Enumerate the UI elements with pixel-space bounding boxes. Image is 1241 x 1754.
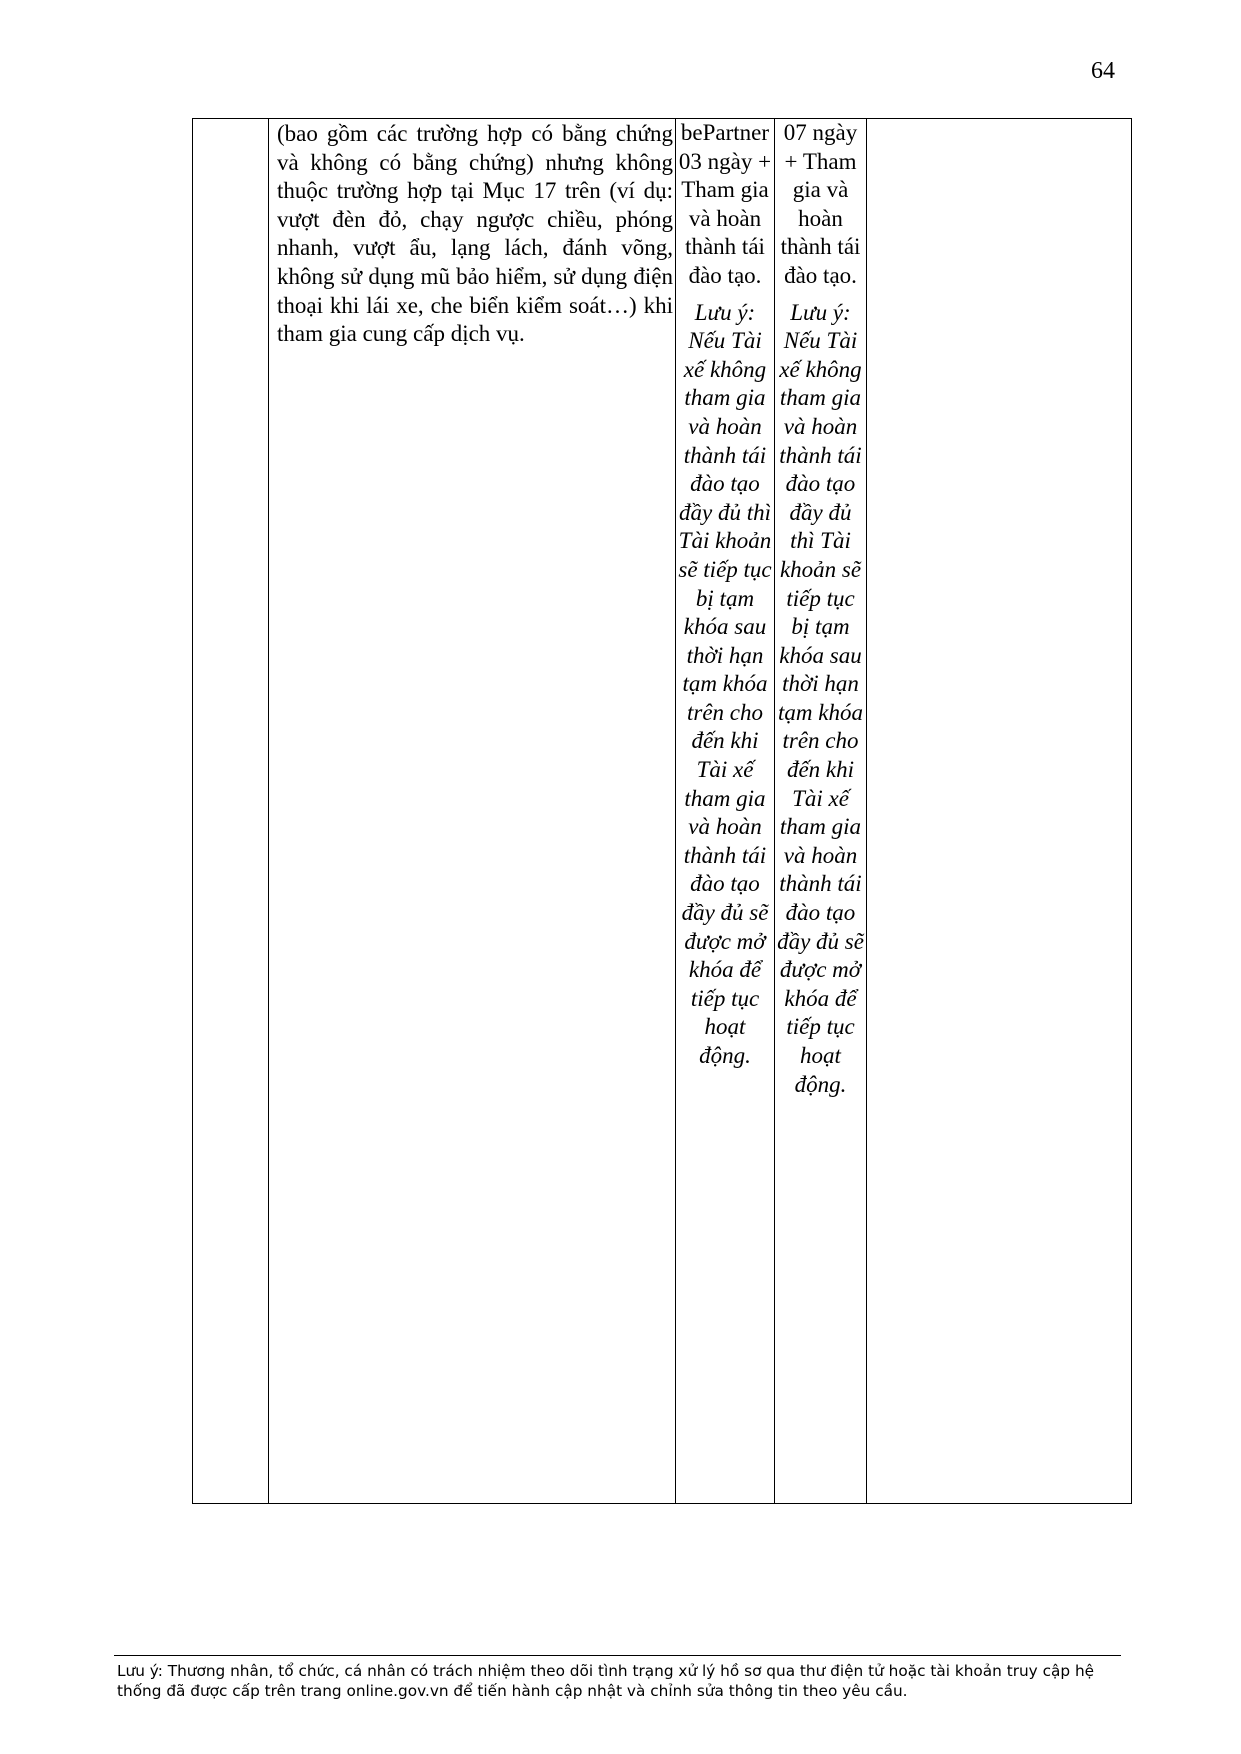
table-cell-empty	[867, 119, 1132, 1504]
footer-divider	[114, 1655, 1121, 1656]
penalty-table	[192, 118, 1132, 1504]
table-cell-second-penalty	[775, 119, 867, 1504]
second-penalty-note: Lưu ý: Nếu Tài xế không tham gia và hoàn thành tái đào tạo đầy đủ thì Tài khoản sẽ tiếp tục bị tạm khóa sau thời hạn tạm khóa trên cho đến khi Tài xế tham gia và hoàn thành tái đào tạo đầy đủ sẽ được mở khóa để tiếp tục hoạt động.	[777, 299, 864, 1097]
table-row	[193, 119, 1132, 1504]
table-cell-index	[193, 119, 269, 1504]
first-penalty-text: bePartner 03 ngày + Tham gia và hoàn thành tái đào tạo.	[678, 120, 772, 288]
page-number: 64	[1091, 58, 1115, 84]
footer-note: Lưu ý: Thương nhân, tổ chức, cá nhân có trách nhiệm theo dõi tình trạng xử lý hồ sơ qua thư điện tử hoặc tài khoản truy cập hệ thống đã được cấp trên trang online.gov.vn để tiến hành cập nhật và chỉnh sửa thông tin theo yêu cầu.	[117, 1662, 1095, 1700]
second-penalty-text: 07 ngày + Tham gia và hoàn thành tái đào tạo.	[780, 120, 861, 288]
table-cell-violation: (bao gồm các trường hợp có bằng chứng và không có bằng chứng) nhưng không thuộc trường hợp tại Mục 17 trên (ví dụ: vượt đèn đỏ, chạy ngược chiều, phóng nhanh, vượt ẩu, lạng lách, đánh võng, không sử dụng mũ bảo hiểm, sử dụng điện thoại khi lái xe, che biển kiểm soát…) khi tham gia cung cấp dịch vụ.	[269, 119, 676, 1504]
table-cell-first-penalty	[676, 119, 775, 1504]
first-penalty-note: Lưu ý: Nếu Tài xế không tham gia và hoàn thành tái đào tạo đầy đủ thì Tài khoản sẽ tiếp tục bị tạm khóa sau thời hạn tạm khóa trên cho đến khi Tài xế tham gia và hoàn thành tái đào tạo đầy đủ sẽ được mở khóa để tiếp tục hoạt động.	[678, 299, 772, 1068]
